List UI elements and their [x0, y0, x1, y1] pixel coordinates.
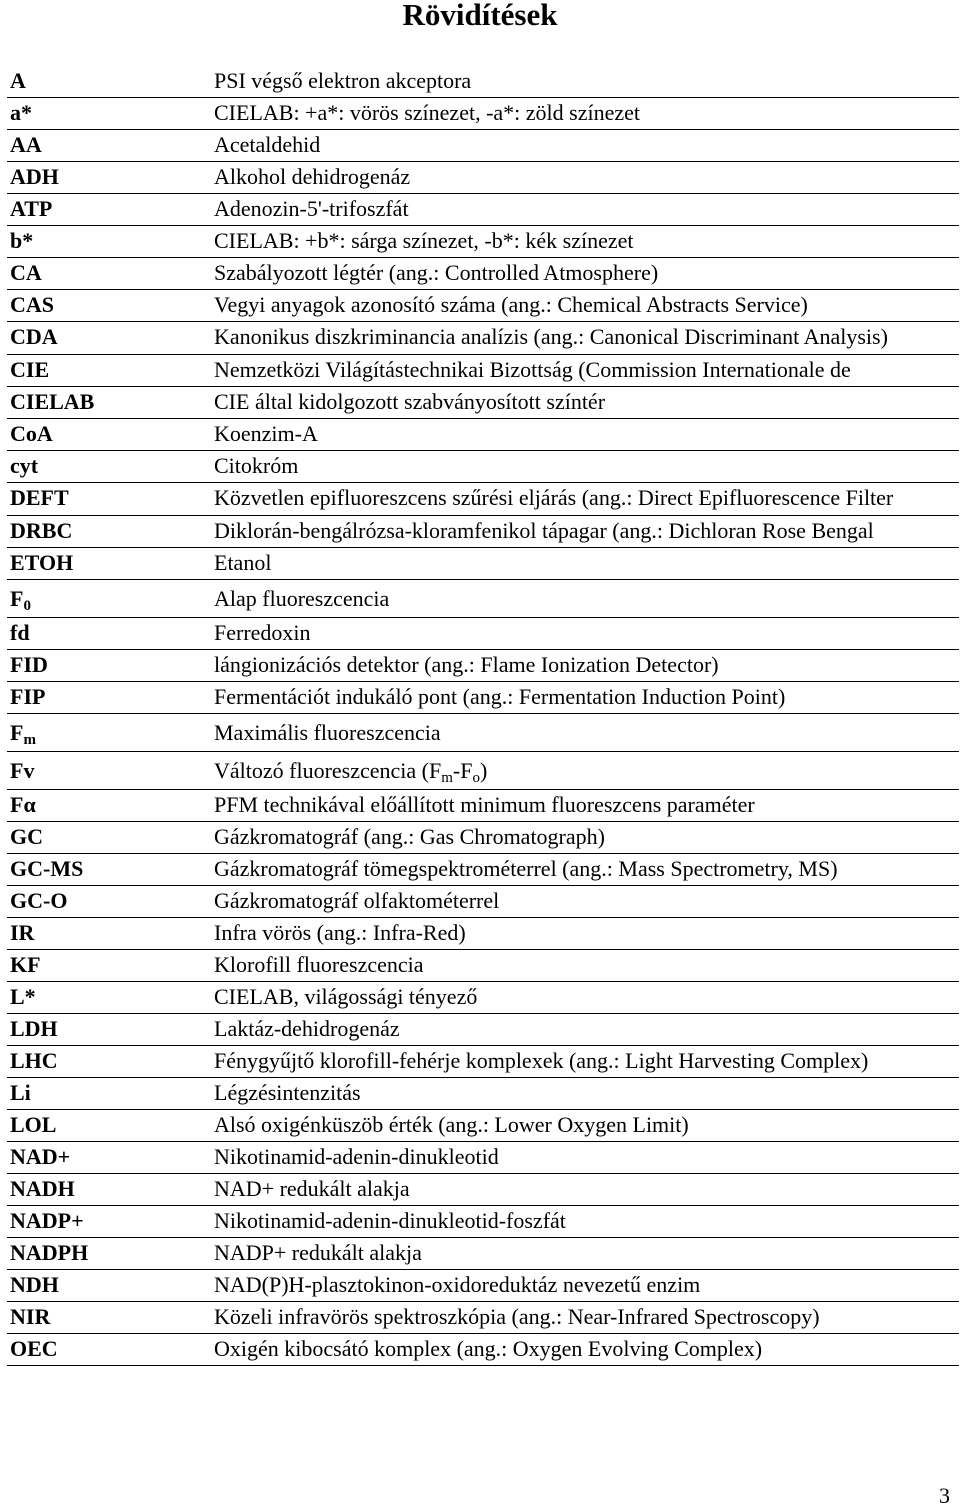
- abbreviation: LDH: [7, 1014, 214, 1046]
- table-row: [7, 130, 959, 162]
- definition: Nikotinamid-adenin-dinukleotid: [214, 1142, 959, 1174]
- abbreviation: AA: [7, 130, 214, 162]
- definition: Ferredoxin: [214, 618, 959, 650]
- table-row: [7, 1206, 959, 1238]
- abbreviation: NDH: [7, 1270, 214, 1302]
- abbreviation: NADPH: [7, 1238, 214, 1270]
- table-row: [7, 1174, 959, 1206]
- definition: Fénygyűjtő klorofill-fehérje komplexek (ang.: Light Harvesting Complex): [214, 1046, 959, 1078]
- definition-text: Változó fluoreszcencia (F: [214, 758, 442, 783]
- abbreviation: NIR: [7, 1302, 214, 1334]
- definition: Légzésintenzitás: [214, 1078, 959, 1110]
- definition: NADP+ redukált alakja: [214, 1238, 959, 1270]
- abbreviation: cyt: [7, 451, 214, 483]
- abbreviation: ADH: [7, 162, 214, 194]
- table-row: [7, 1078, 959, 1110]
- abbreviation: [7, 714, 214, 752]
- table-row: [7, 1270, 959, 1302]
- definition-text: -F: [452, 758, 473, 783]
- table-row: [7, 451, 959, 483]
- table-row: [7, 1238, 959, 1270]
- table-row: [7, 752, 959, 790]
- table-row: [7, 483, 959, 516]
- abbreviation: Li: [7, 1078, 214, 1110]
- definition: CIELAB: +b*: sárga színezet, -b*: kék színezet: [214, 226, 959, 258]
- abbreviation: GC: [7, 822, 214, 854]
- definition: Fermentációt indukáló pont (ang.: Fermentation Induction Point): [214, 682, 959, 714]
- definition: Maximális fluoreszcencia: [214, 714, 959, 752]
- abbreviation: LOL: [7, 1110, 214, 1142]
- definition: Vegyi anyagok azonosító száma (ang.: Chemical Abstracts Service): [214, 290, 959, 322]
- table-row: [7, 714, 959, 752]
- definition: Közeli infravörös spektroszkópia (ang.: Near-Infrared Spectroscopy): [214, 1302, 959, 1334]
- definition: Laktáz-dehidrogenáz: [214, 1014, 959, 1046]
- table-row: [7, 982, 959, 1014]
- table-row: [7, 950, 959, 982]
- abbreviation: KF: [7, 950, 214, 982]
- table-row: [7, 1302, 959, 1334]
- abbreviation: b*: [7, 226, 214, 258]
- definition: Alap fluoreszcencia: [214, 580, 959, 618]
- definition: Szabályozott légtér (ang.: Controlled Atmosphere): [214, 258, 959, 290]
- table-row: [7, 66, 959, 98]
- table-row: [7, 1046, 959, 1078]
- abbreviation: NAD+: [7, 1142, 214, 1174]
- definition-subscript: o: [472, 770, 480, 786]
- abbreviation-subscript: 0: [23, 598, 31, 614]
- definition: CIELAB: +a*: vörös színezet, -a*: zöld színezet: [214, 98, 959, 130]
- table-row: [7, 618, 959, 650]
- abbreviations-table: [7, 66, 959, 1366]
- table-row: [7, 1142, 959, 1174]
- table-row: [7, 322, 959, 355]
- table-row: [7, 1014, 959, 1046]
- table-row: [7, 419, 959, 451]
- abbreviation: fd: [7, 618, 214, 650]
- abbreviation: ETOH: [7, 548, 214, 580]
- abbreviation: CAS: [7, 290, 214, 322]
- definition: Kanonikus diszkriminancia analízis (ang.: Canonical Discriminant Analysis): [214, 322, 959, 355]
- definition: Acetaldehid: [214, 130, 959, 162]
- abbreviation: GC-O: [7, 886, 214, 918]
- definition: Koenzim-A: [214, 419, 959, 451]
- definition: [214, 752, 959, 790]
- abbreviation: Fα: [7, 790, 214, 822]
- table-row: [7, 226, 959, 258]
- abbreviation: GC-MS: [7, 854, 214, 886]
- definition: Gázkromatográf tömegspektrométerrel (ang.: Mass Spectrometry, MS): [214, 854, 959, 886]
- abbreviation: DEFT: [7, 483, 214, 516]
- table-row: [7, 162, 959, 194]
- table-row: [7, 918, 959, 950]
- definition: Adenozin-5'-trifoszfát: [214, 194, 959, 226]
- table-row: [7, 548, 959, 580]
- abbreviation: IR: [7, 918, 214, 950]
- abbreviation: CIELAB: [7, 387, 214, 419]
- table-row: [7, 682, 959, 714]
- abbreviation: NADP+: [7, 1206, 214, 1238]
- table-row: [7, 650, 959, 682]
- definition: Oxigén kibocsátó komplex (ang.: Oxygen Evolving Complex): [214, 1334, 959, 1366]
- table-row: [7, 1110, 959, 1142]
- definition: Nikotinamid-adenin-dinukleotid-foszfát: [214, 1206, 959, 1238]
- table-row: [7, 194, 959, 226]
- definition: Alkohol dehidrogenáz: [214, 162, 959, 194]
- abbreviation: FID: [7, 650, 214, 682]
- table-row: [7, 290, 959, 322]
- table-row: [7, 854, 959, 886]
- definition: Közvetlen epifluoreszcens szűrési eljárás (ang.: Direct Epifluorescence Filter: [214, 483, 959, 516]
- abbreviation: OEC: [7, 1334, 214, 1366]
- abbreviation: DRBC: [7, 516, 214, 548]
- table-row: [7, 886, 959, 918]
- definition: Alsó oxigénküszöb érték (ang.: Lower Oxygen Limit): [214, 1110, 959, 1142]
- abbreviation: CDA: [7, 322, 214, 355]
- definition: Gázkromatográf (ang.: Gas Chromatograph): [214, 822, 959, 854]
- definition: Klorofill fluoreszcencia: [214, 950, 959, 982]
- abbreviation: [7, 580, 214, 618]
- table-row: [7, 387, 959, 419]
- table-row: [7, 1334, 959, 1366]
- table-row: [7, 822, 959, 854]
- abbreviation: FIP: [7, 682, 214, 714]
- abbreviation: L*: [7, 982, 214, 1014]
- definition: CIELAB, világossági tényező: [214, 982, 959, 1014]
- definition: Nemzetközi Világítástechnikai Bizottság (Commission Internationale de: [214, 355, 959, 387]
- table-row: [7, 790, 959, 822]
- definition: Etanol: [214, 548, 959, 580]
- abbreviation: A: [7, 66, 214, 98]
- abbreviation-subscript: m: [23, 732, 36, 748]
- table-row: [7, 98, 959, 130]
- definition: NAD(P)H-plasztokinon-oxidoreduktáz nevezetű enzim: [214, 1270, 959, 1302]
- abbreviation-base: F: [10, 720, 24, 745]
- abbreviation: CA: [7, 258, 214, 290]
- definition: Gázkromatográf olfaktométerrel: [214, 886, 959, 918]
- abbreviation-base: F: [10, 586, 24, 611]
- definition-subscript: m: [441, 770, 453, 786]
- page-number: 3: [939, 1483, 950, 1508]
- definition: PFM technikával előállított minimum fluoreszcens paraméter: [214, 790, 959, 822]
- definition: Diklorán-bengálrózsa-kloramfenikol tápagar (ang.: Dichloran Rose Bengal: [214, 516, 959, 548]
- definition: NAD+ redukált alakja: [214, 1174, 959, 1206]
- definition: Infra vörös (ang.: Infra-Red): [214, 918, 959, 950]
- abbreviation: Fv: [7, 752, 214, 790]
- abbreviation: LHC: [7, 1046, 214, 1078]
- table-row: [7, 355, 959, 387]
- table-row: [7, 516, 959, 548]
- table-row: [7, 580, 959, 618]
- definition: PSI végső elektron akceptora: [214, 66, 959, 98]
- definition: CIE által kidolgozott szabványosított színtér: [214, 387, 959, 419]
- abbreviation: NADH: [7, 1174, 214, 1206]
- abbreviation: ATP: [7, 194, 214, 226]
- abbreviation: a*: [7, 98, 214, 130]
- definition: lángionizációs detektor (ang.: Flame Ionization Detector): [214, 650, 959, 682]
- page-title: Rövidítések: [402, 0, 558, 32]
- definition: Citokróm: [214, 451, 959, 483]
- abbreviation: CoA: [7, 419, 214, 451]
- abbreviation: CIE: [7, 355, 214, 387]
- table-row: [7, 258, 959, 290]
- definition-text: ): [479, 758, 488, 783]
